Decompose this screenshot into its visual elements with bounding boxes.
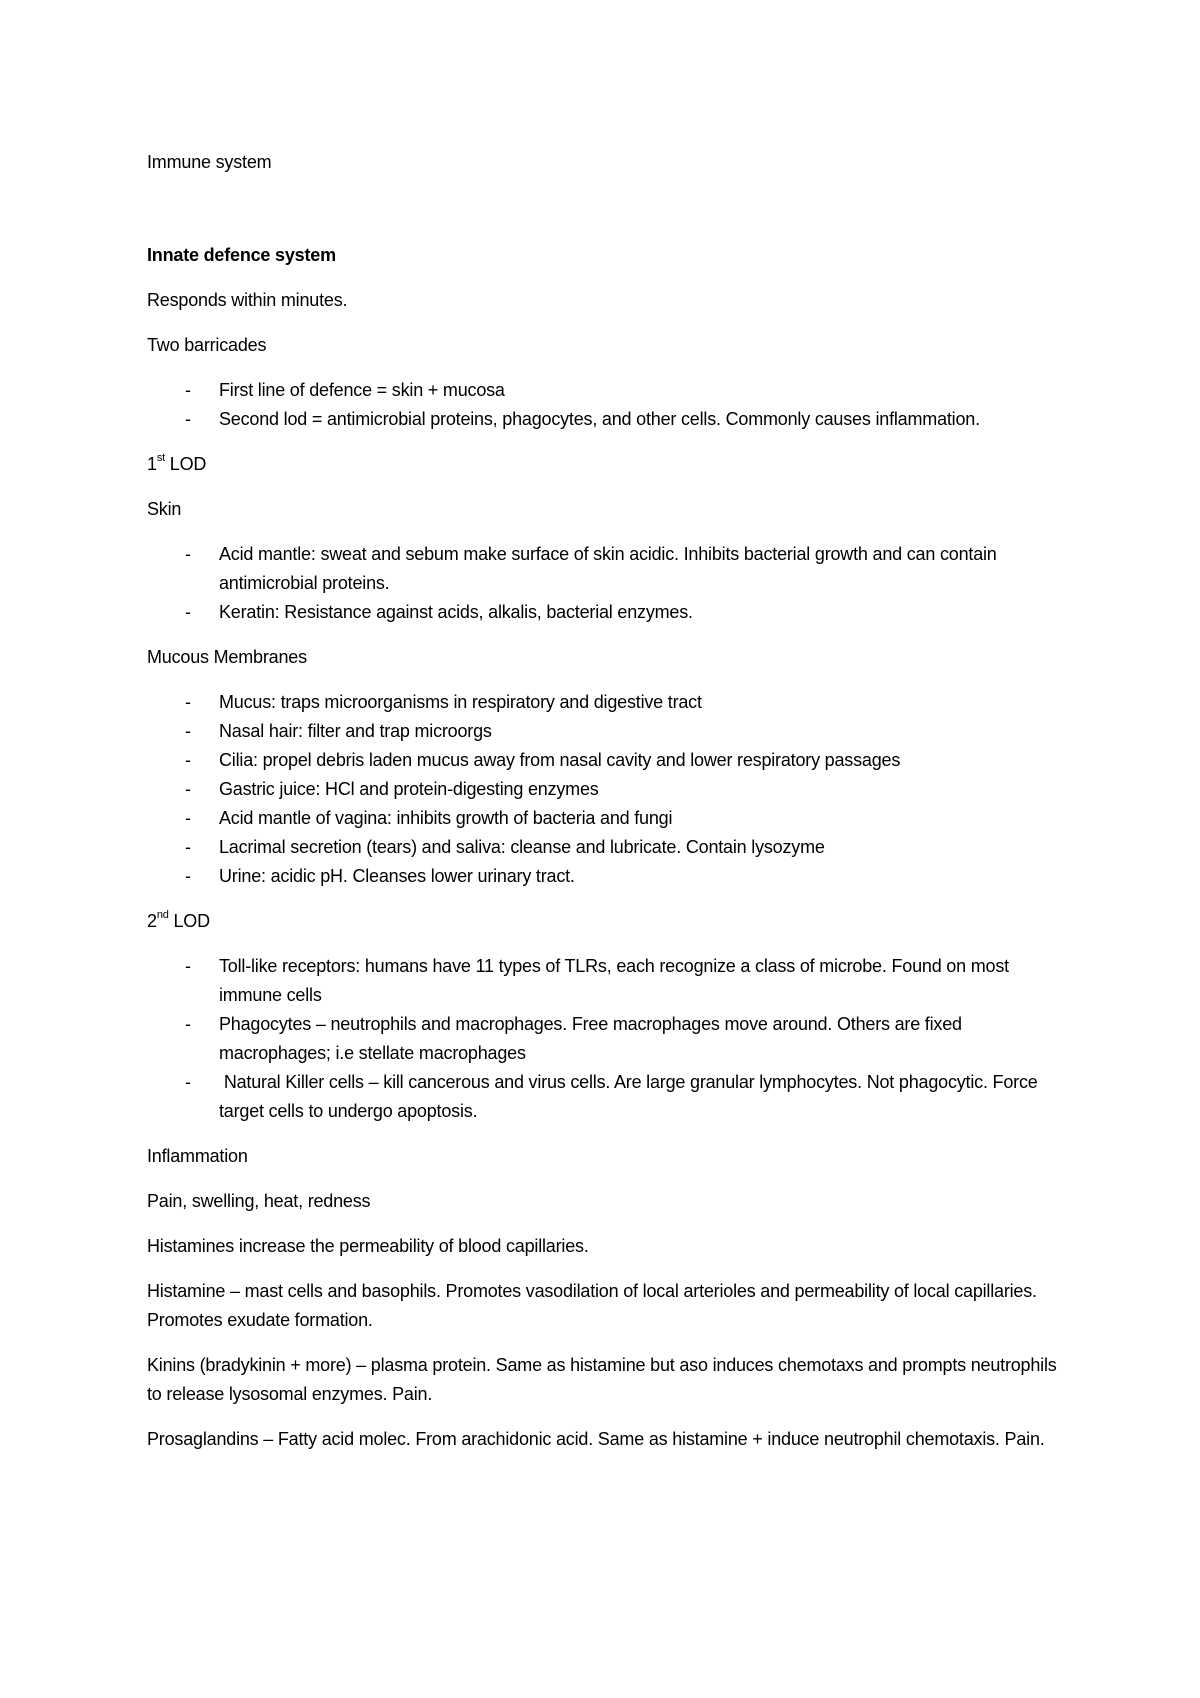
skin-list xyxy=(147,540,1067,627)
list-item-text: Lacrimal secretion (tears) and saliva: cleanse and lubricate. Contain lysozyme xyxy=(219,837,825,857)
mucous-heading: Mucous Membranes xyxy=(147,647,307,667)
lod2-label: LOD xyxy=(168,911,210,931)
list-item xyxy=(147,540,1067,598)
list-item xyxy=(147,804,1067,833)
dash-bullet: - xyxy=(185,544,191,564)
barricades-label: Two barricades xyxy=(147,335,267,355)
list-item-text: Acid mantle: sweat and sebum make surface of skin acidic. Inhibits bacterial growth and can contain antimicrobial proteins. xyxy=(219,544,997,593)
dash-bullet: - xyxy=(185,808,191,828)
document-title: Immune system xyxy=(147,152,272,172)
list-item xyxy=(147,746,1067,775)
dash-bullet: - xyxy=(185,409,191,429)
dash-bullet: - xyxy=(185,692,191,712)
lod1-number: 1 xyxy=(147,454,157,474)
responds-text: Responds within minutes. xyxy=(147,290,348,310)
dash-bullet: - xyxy=(185,380,191,400)
list-item xyxy=(147,775,1067,804)
list-item-text: Mucus: traps microorganisms in respiratory and digestive tract xyxy=(219,692,702,712)
lod2-superscript: nd xyxy=(156,909,169,921)
lod1-superscript: st xyxy=(156,452,165,464)
list-item xyxy=(147,1010,1067,1068)
list-item xyxy=(147,405,1067,434)
dash-bullet: - xyxy=(185,837,191,857)
lod1-label: LOD xyxy=(164,454,207,474)
list-item-text: Keratin: Resistance against acids, alkalis, bacterial enzymes. xyxy=(219,602,693,622)
dash-bullet: - xyxy=(185,956,191,976)
skin-heading: Skin xyxy=(147,499,182,519)
list-item-text: First line of defence = skin + mucosa xyxy=(219,380,505,400)
list-item-text: Acid mantle of vagina: inhibits growth of bacteria and fungi xyxy=(219,808,673,828)
barricades-list xyxy=(147,376,1067,434)
list-item xyxy=(147,1068,1067,1126)
lod2-number: 2 xyxy=(147,911,157,931)
lod1-heading xyxy=(147,450,1067,479)
list-item-text: Gastric juice: HCl and protein-digesting enzymes xyxy=(219,779,599,799)
inflammation-paragraph: Kinins (bradykinin + more) – plasma protein. Same as histamine but aso induces chemotaxs and prompts neutrophils to release lysosomal enzymes. Pain. xyxy=(147,1355,1057,1404)
list-item-text: Phagocytes – neutrophils and macrophages. Free macrophages move around. Others are fixed macrophages; i.e stellate macrophages xyxy=(219,1014,962,1063)
list-item-text: Cilia: propel debris laden mucus away from nasal cavity and lower respiratory passages xyxy=(219,750,901,770)
mucous-list xyxy=(147,688,1067,891)
list-item xyxy=(147,952,1067,1010)
list-item-text: Natural Killer cells – kill cancerous and virus cells. Are large granular lymphocytes. Not phagocytic. Force target cells to undergo apoptosis. xyxy=(219,1072,1043,1121)
list-item-text: Nasal hair: filter and trap microorgs xyxy=(219,721,492,741)
list-item-text: Second lod = antimicrobial proteins, phagocytes, and other cells. Commonly causes inflammation. xyxy=(219,409,980,429)
list-item xyxy=(147,598,1067,627)
dash-bullet: - xyxy=(185,1014,191,1034)
list-item xyxy=(147,688,1067,717)
dash-bullet: - xyxy=(185,750,191,770)
dash-bullet: - xyxy=(185,866,191,886)
list-item xyxy=(147,717,1067,746)
lod2-list xyxy=(147,952,1067,1126)
list-item xyxy=(147,862,1067,891)
dash-bullet: - xyxy=(185,779,191,799)
dash-bullet: - xyxy=(185,602,191,622)
list-item xyxy=(147,376,1067,405)
section-heading-innate: Innate defence system xyxy=(147,245,336,265)
dash-bullet: - xyxy=(185,721,191,741)
inflammation-heading: Inflammation xyxy=(147,1146,248,1166)
inflammation-paragraph: Histamines increase the permeability of blood capillaries. xyxy=(147,1236,589,1256)
lod2-heading xyxy=(147,907,1067,936)
inflammation-paragraph: Histamine – mast cells and basophils. Promotes vasodilation of local arterioles and permeability of local capillaries. Promotes exudate formation. xyxy=(147,1281,1037,1330)
inflammation-signs: Pain, swelling, heat, redness xyxy=(147,1191,371,1211)
list-item xyxy=(147,833,1067,862)
dash-bullet: - xyxy=(185,1072,191,1092)
list-item-text: Urine: acidic pH. Cleanses lower urinary tract. xyxy=(219,866,575,886)
list-item-text: Toll-like receptors: humans have 11 types of TLRs, each recognize a class of microbe. Found on most immune cells xyxy=(219,956,1009,1005)
document-page xyxy=(147,148,1067,1470)
inflammation-paragraph: Prosaglandins – Fatty acid molec. From arachidonic acid. Same as histamine + induce neutrophil chemotaxis. Pain. xyxy=(147,1429,1045,1449)
